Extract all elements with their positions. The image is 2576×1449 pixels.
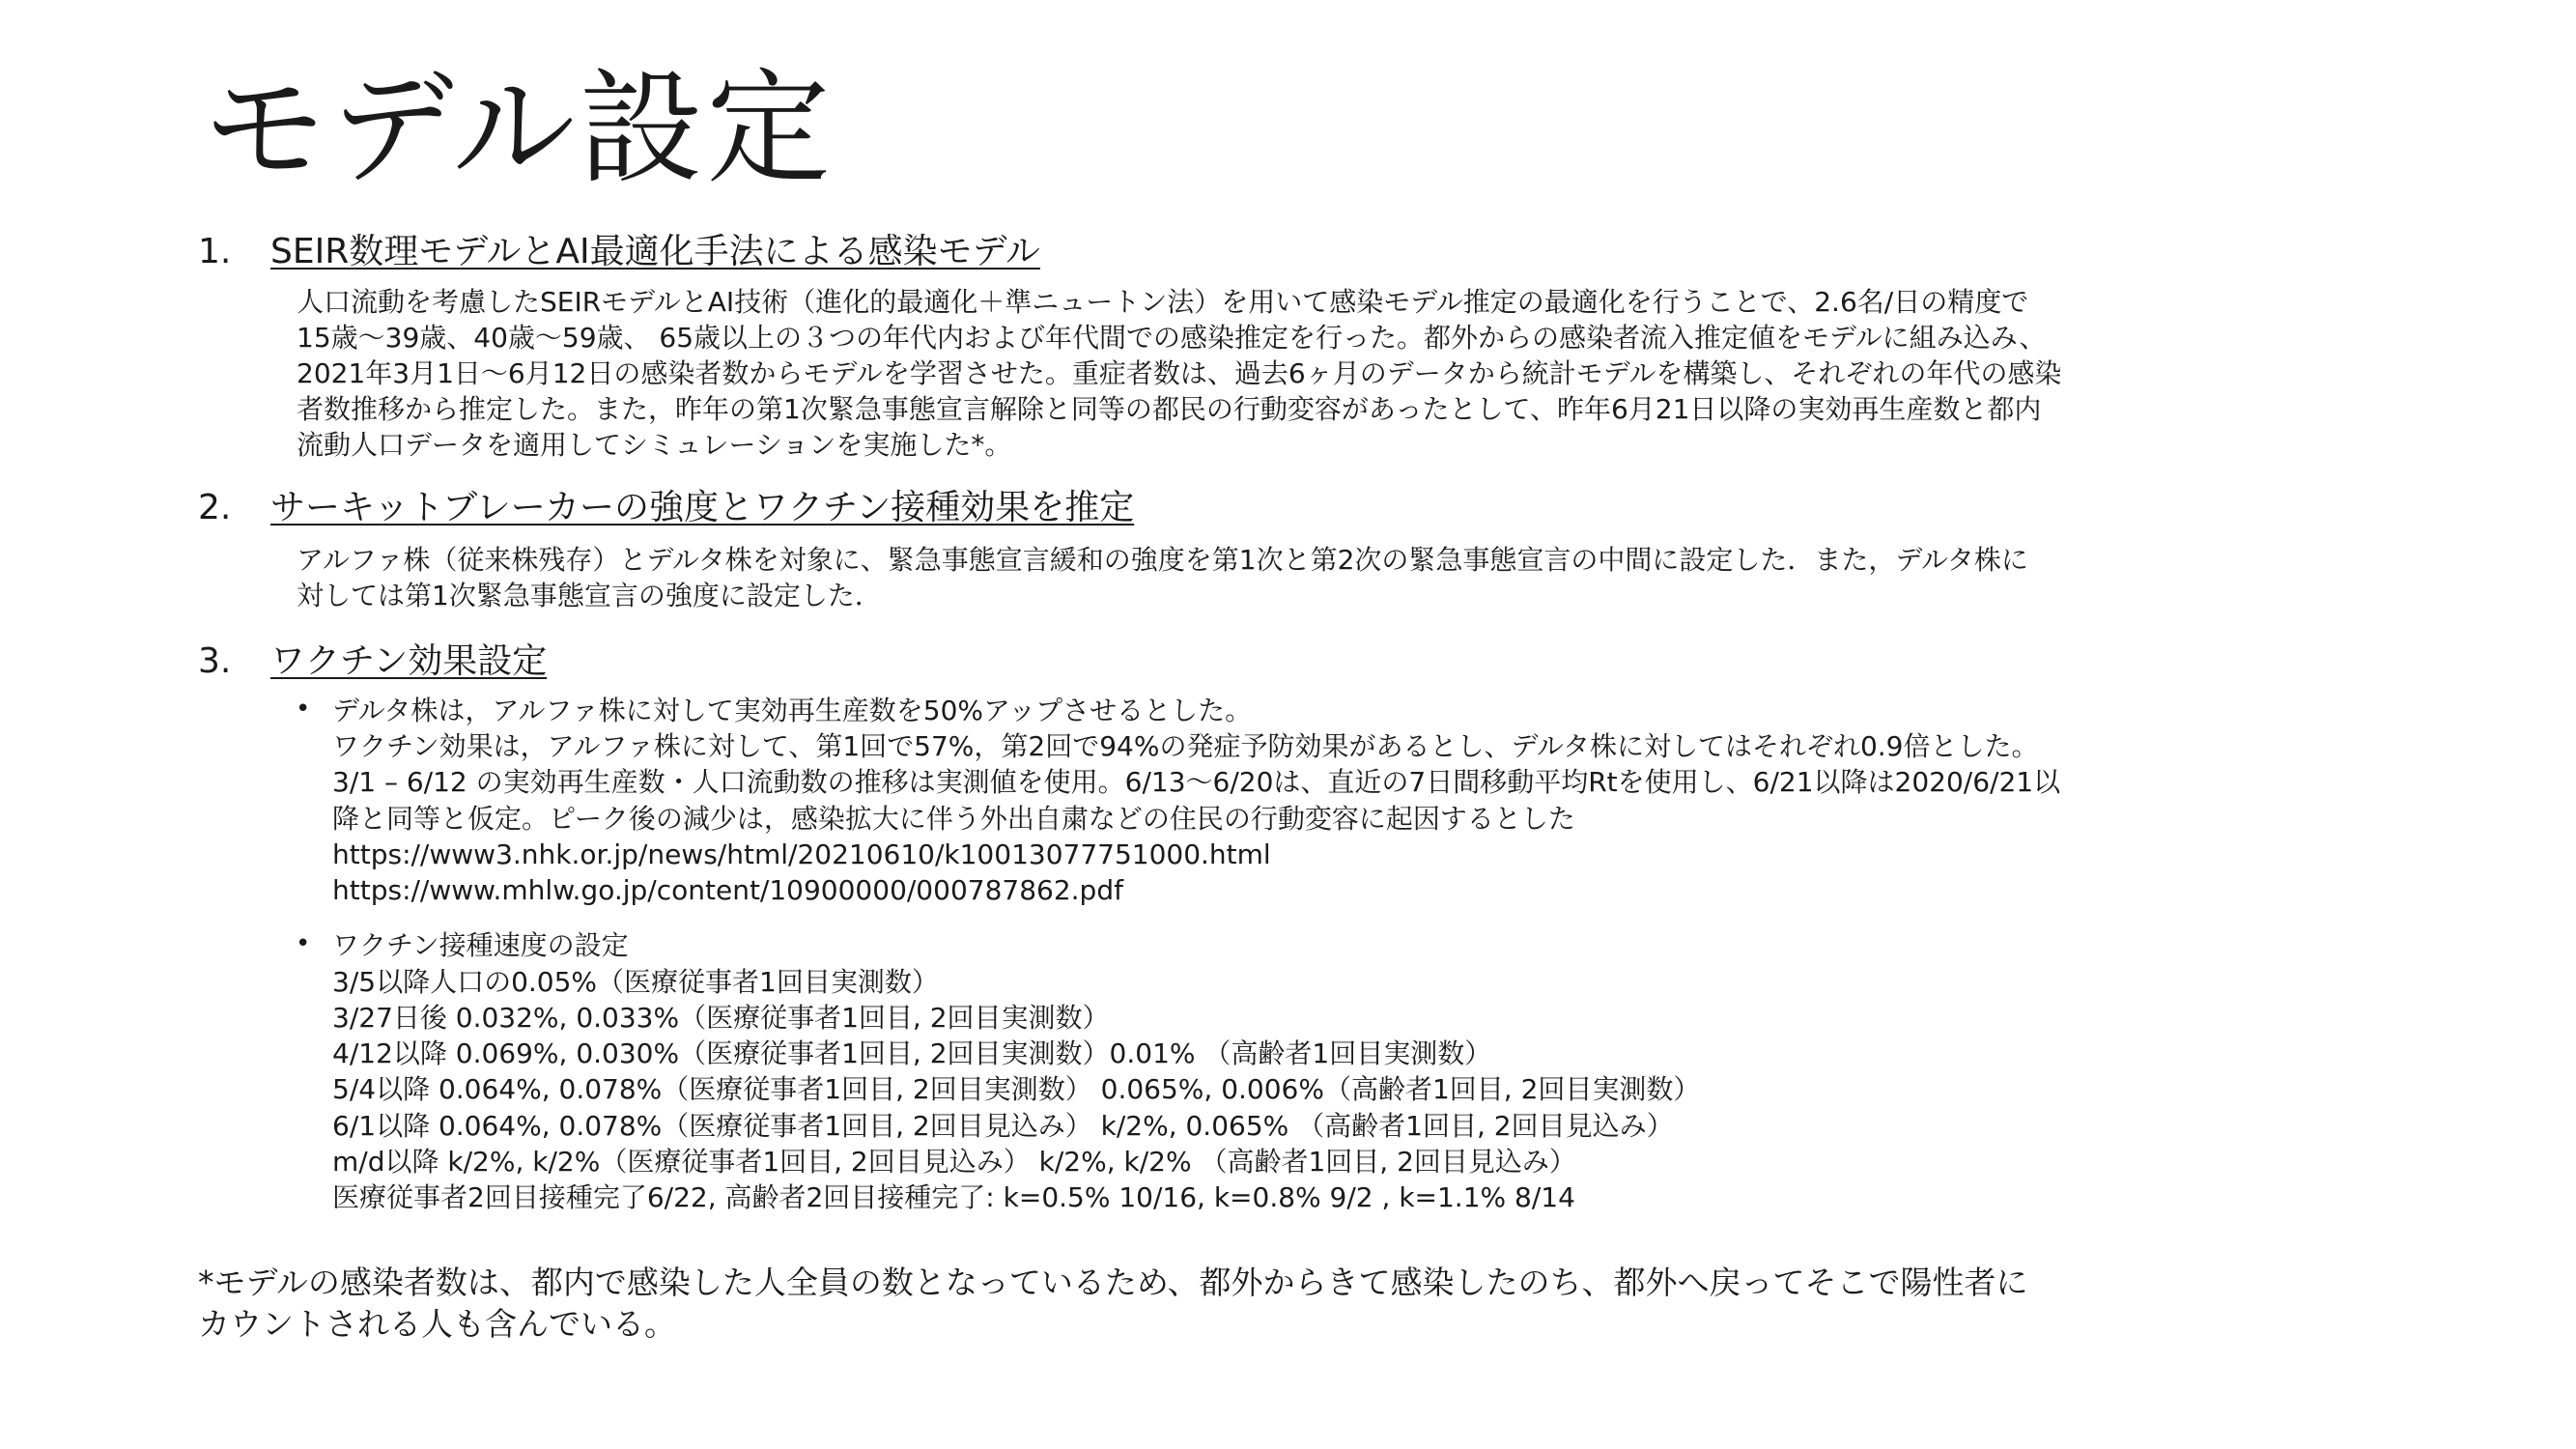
section-1-body: 人口流動を考慮したSEIRモデルとAI技術（進化的最適化＋準ニュートン法）を用いて感染モデル推定の最適化を行うことで、2.6名/日の精度で 15歳〜39歳、40歳〜59歳、 65歳以上の３つの年代内および年代間での感染推定を行った。都外からの感染者流入推定値をモデルに組み込み、 2021年3月1日〜6月12日の感染者数からモデルを学習させた。重症者数は、過去6ヶ月のデータから統計モデルを構築し、それぞれの年代の感染 者数推移から推定した。また，昨年の第1次緊急事態宣言解除と同等の都民の行動変容があったとして、昨年6月21日以降の実効再生産数と都内 流動人口データを適用してシミュレーションを実施した*。 xyxy=(297,286,2062,461)
section-1-title: SEIR数理モデルとAI最適化手法による感染モデル xyxy=(270,232,1040,271)
bullet-dot-icon: • xyxy=(296,929,311,959)
section-3-bullet-list xyxy=(198,693,2420,1215)
section-2-heading xyxy=(198,486,2420,529)
footnote: *モデルの感染者数は、都内で感染した人全員の数となっているため、都外からきて感染したのち、都外へ戻ってそこで陽性者に カウントされる人も含んでいる。 xyxy=(198,1264,2028,1343)
section-3-number: 3. xyxy=(198,641,232,681)
list-item xyxy=(292,693,2420,908)
section-2-body: アルファ株（従来株残存）とデルタ株を対象に、緊急事態宣言緩和の強度を第1次と第2次の緊急事態宣言の中間に設定した．また，デルタ株に 対しては第1次緊急事態宣言の強度に設定した． xyxy=(297,544,2028,611)
section-3 xyxy=(198,639,2420,1235)
bullet-text-delta-vaccine-effect: デルタ株は，アルファ株に対して実効再生産数を50%アップさせるとした。 ワクチン効果は，アルファ株に対して、第1回で57%，第2回で94%の発症予防効果があるとし、デルタ株に対してはそれぞれ0.9倍とした。 3/1 – 6/12 の実効再生産数・人口流動数の推移は実測値を使用。6/13〜6/20は、直近の7日間移動平均Rtを使用し、6/21以降は2020/6/21以 降と同等と仮定。ピーク後の減少は，感染拡大に伴う外出自粛などの住民の行動変容に起因するとした https://www3.nhk.or.jp/news/html/20210610/k10013077751000.html https://www.mhlw.go.jp/content/10900000/000787862.pdf xyxy=(332,695,2061,907)
section-1-number: 1. xyxy=(198,232,232,271)
section-2-number: 2. xyxy=(198,488,232,527)
section-2 xyxy=(198,486,2420,614)
bullet-text-vaccination-speed: ワクチン接種速度の設定 3/5以降人口の0.05%（医療従事者1回目実測数） 3/27日後 0.032%, 0.033%（医療従事者1回目, 2回目実測数） 4/12以降 0.069%, 0.030%（医療従事者1回目, 2回目実測数）0.01% （高齢者1回目実測数） 5/4以降 0.064%, 0.078%（医療従事者1回目, 2回目実測数） 0.065%, 0.006%（高齢者1回目, 2回目実測数） 6/1以降 0.064%, 0.078%（医療従事者1回目, 2回目見込み） k/2%, 0.065% （高齢者1回目, 2回目見込み） m/d以降 k/2%, k/2%（医療従事者1回目, 2回目見込み） k/2%, k/2% （高齢者1回目, 2回目見込み） 医療従事者2回目接種完了6/22, 高齢者2回目接種完了: k=0.5% 10/16, k=0.8% 9/2 , k=1.1% 8/14 xyxy=(332,929,1701,1214)
section-2-title: サーキットブレーカーの強度とワクチン接種効果を推定 xyxy=(270,488,1135,527)
section-3-heading xyxy=(198,639,2420,683)
section-3-title: ワクチン効果設定 xyxy=(270,641,548,681)
section-1 xyxy=(198,230,2420,464)
bullet-dot-icon: • xyxy=(296,695,311,724)
list-item xyxy=(292,927,2420,1215)
slide-title: モデル設定 xyxy=(203,57,835,201)
section-1-heading xyxy=(198,230,2420,273)
